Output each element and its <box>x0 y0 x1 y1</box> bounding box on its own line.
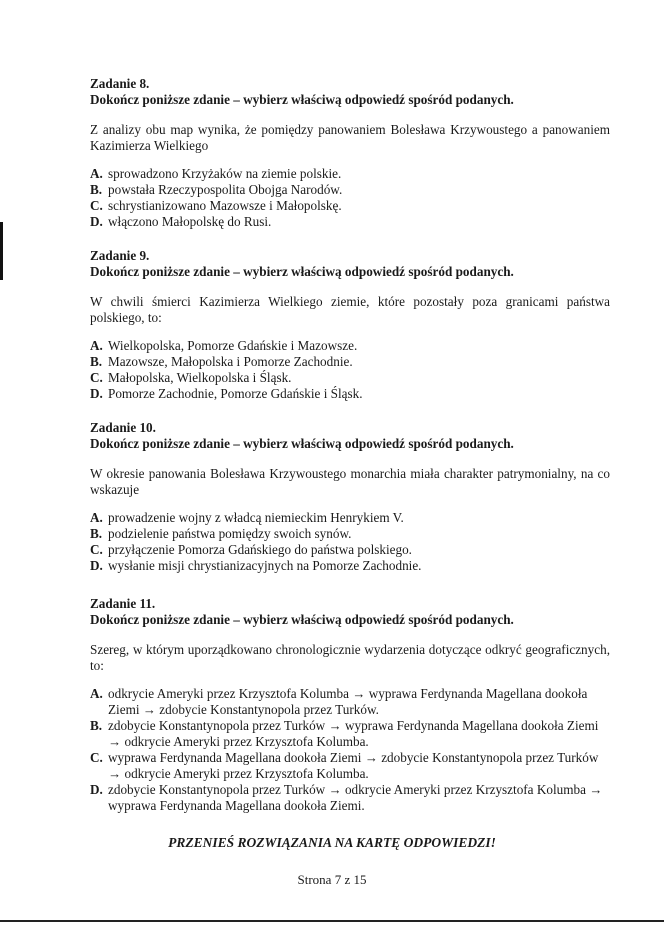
option-d[interactable] <box>90 386 610 402</box>
option-letter: A. <box>90 510 103 525</box>
task-11 <box>90 596 610 814</box>
task-instruction: Dokończ poniższe zdanie – wybierz właściwą odpowiedź spośród podanych. <box>90 436 514 451</box>
option-text: Mazowsze, Małopolska i Pomorze Zachodnie. <box>108 354 353 369</box>
task-10 <box>90 420 610 574</box>
task-instruction: Dokończ poniższe zdanie – wybierz właściwą odpowiedź spośród podanych. <box>90 264 514 279</box>
option-text: zdobycie Konstantynopola przez Turków → wyprawa Ferdynanda Magellana dookoła Ziemi → odkrycie Ameryki przez Krzysztofa Kolumba. <box>108 718 599 749</box>
page-number: Strona 7 z 15 <box>297 872 367 887</box>
option-text: prowadzenie wojny z władcą niemieckim Henrykiem V. <box>108 510 404 525</box>
option-b[interactable] <box>90 526 610 542</box>
option-text: wyprawa Ferdynanda Magellana dookoła Ziemi → zdobycie Konstantynopola przez Turków → odkrycie Ameryki przez Krzysztofa Kolumba. <box>108 750 599 781</box>
option-letter: C. <box>90 542 103 557</box>
task-title: Zadanie 9. <box>90 248 150 263</box>
task-8 <box>90 76 610 230</box>
task-instruction: Dokończ poniższe zdanie – wybierz właściwą odpowiedź spośród podanych. <box>90 92 514 107</box>
option-text: wysłanie misji chrystianizacyjnych na Pomorze Zachodnie. <box>108 558 422 573</box>
option-letter: A. <box>90 686 103 701</box>
option-text: przyłączenie Pomorza Gdańskiego do państwa polskiego. <box>108 542 412 557</box>
task-title: Zadanie 10. <box>90 420 156 435</box>
option-text: podzielenie państwa pomiędzy swoich synów. <box>108 526 352 541</box>
option-letter: B. <box>90 526 103 541</box>
task-question: Z analizy obu map wynika, że pomiędzy panowaniem Bolesława Krzywoustego a panowaniem Kazimierza Wielkiego <box>90 122 610 153</box>
option-letter: D. <box>90 782 103 797</box>
task-title: Zadanie 8. <box>90 76 150 91</box>
option-text: sprowadzono Krzyżaków na ziemie polskie. <box>108 166 342 181</box>
option-text: Pomorze Zachodnie, Pomorze Gdańskie i Śląsk. <box>108 386 363 401</box>
option-letter: D. <box>90 214 103 229</box>
option-letter: C. <box>90 198 103 213</box>
page-bottom-rule <box>0 920 664 922</box>
answer-options <box>90 686 610 814</box>
option-letter: B. <box>90 182 103 197</box>
option-a[interactable] <box>90 686 610 718</box>
option-d[interactable] <box>90 214 610 230</box>
option-b[interactable] <box>90 182 610 198</box>
option-text: zdobycie Konstantynopola przez Turków → odkrycie Ameryki przez Krzysztofa Kolumba → wyprawa Ferdynanda Magellana dookoła Ziemi. <box>108 782 603 813</box>
option-c[interactable] <box>90 750 610 782</box>
option-text: schrystianizowano Mazowsze i Małopolskę. <box>108 198 342 213</box>
option-d[interactable] <box>90 782 610 814</box>
option-text: Wielkopolska, Pomorze Gdańskie i Mazowsze. <box>108 338 358 353</box>
option-c[interactable] <box>90 542 610 558</box>
option-letter: D. <box>90 386 103 401</box>
option-letter: C. <box>90 750 103 765</box>
option-letter: A. <box>90 166 103 181</box>
task-question: W okresie panowania Bolesława Krzywoustego monarchia miała charakter patrymonialny, na co wskazuje <box>90 466 610 497</box>
task-question: Szereg, w którym uporządkowano chronologicznie wydarzenia dotyczące odkryć geograficznych, to: <box>90 642 610 673</box>
option-b[interactable] <box>90 718 610 750</box>
option-text: Małopolska, Wielkopolska i Śląsk. <box>108 370 292 385</box>
task-question: W chwili śmierci Kazimierza Wielkiego ziemie, które pozostały poza granicami państwa polskiego, to: <box>90 294 610 325</box>
option-b[interactable] <box>90 354 610 370</box>
option-c[interactable] <box>90 198 610 214</box>
option-letter: D. <box>90 558 103 573</box>
answer-options <box>90 166 610 230</box>
task-9 <box>90 248 610 402</box>
transfer-answers-note: PRZENIEŚ ROZWIĄZANIA NA KARTĘ ODPOWIEDZI! <box>168 835 496 850</box>
answer-options <box>90 338 610 402</box>
option-letter: C. <box>90 370 103 385</box>
answer-options <box>90 510 610 574</box>
scan-edge-mark <box>0 222 3 280</box>
task-instruction: Dokończ poniższe zdanie – wybierz właściwą odpowiedź spośród podanych. <box>90 612 514 627</box>
option-text: odkrycie Ameryki przez Krzysztofa Kolumba → wyprawa Ferdynanda Magellana dookoła Ziemi → zdobycie Konstantynopola przez Turków. <box>108 686 588 717</box>
option-a[interactable] <box>90 510 610 526</box>
option-letter: A. <box>90 338 103 353</box>
option-a[interactable] <box>90 338 610 354</box>
option-letter: B. <box>90 718 103 733</box>
option-c[interactable] <box>90 370 610 386</box>
option-text: powstała Rzeczypospolita Obojga Narodów. <box>108 182 343 197</box>
option-letter: B. <box>90 354 103 369</box>
option-d[interactable] <box>90 558 610 574</box>
option-a[interactable] <box>90 166 610 182</box>
task-title: Zadanie 11. <box>90 596 156 611</box>
option-text: włączono Małopolskę do Rusi. <box>108 214 272 229</box>
